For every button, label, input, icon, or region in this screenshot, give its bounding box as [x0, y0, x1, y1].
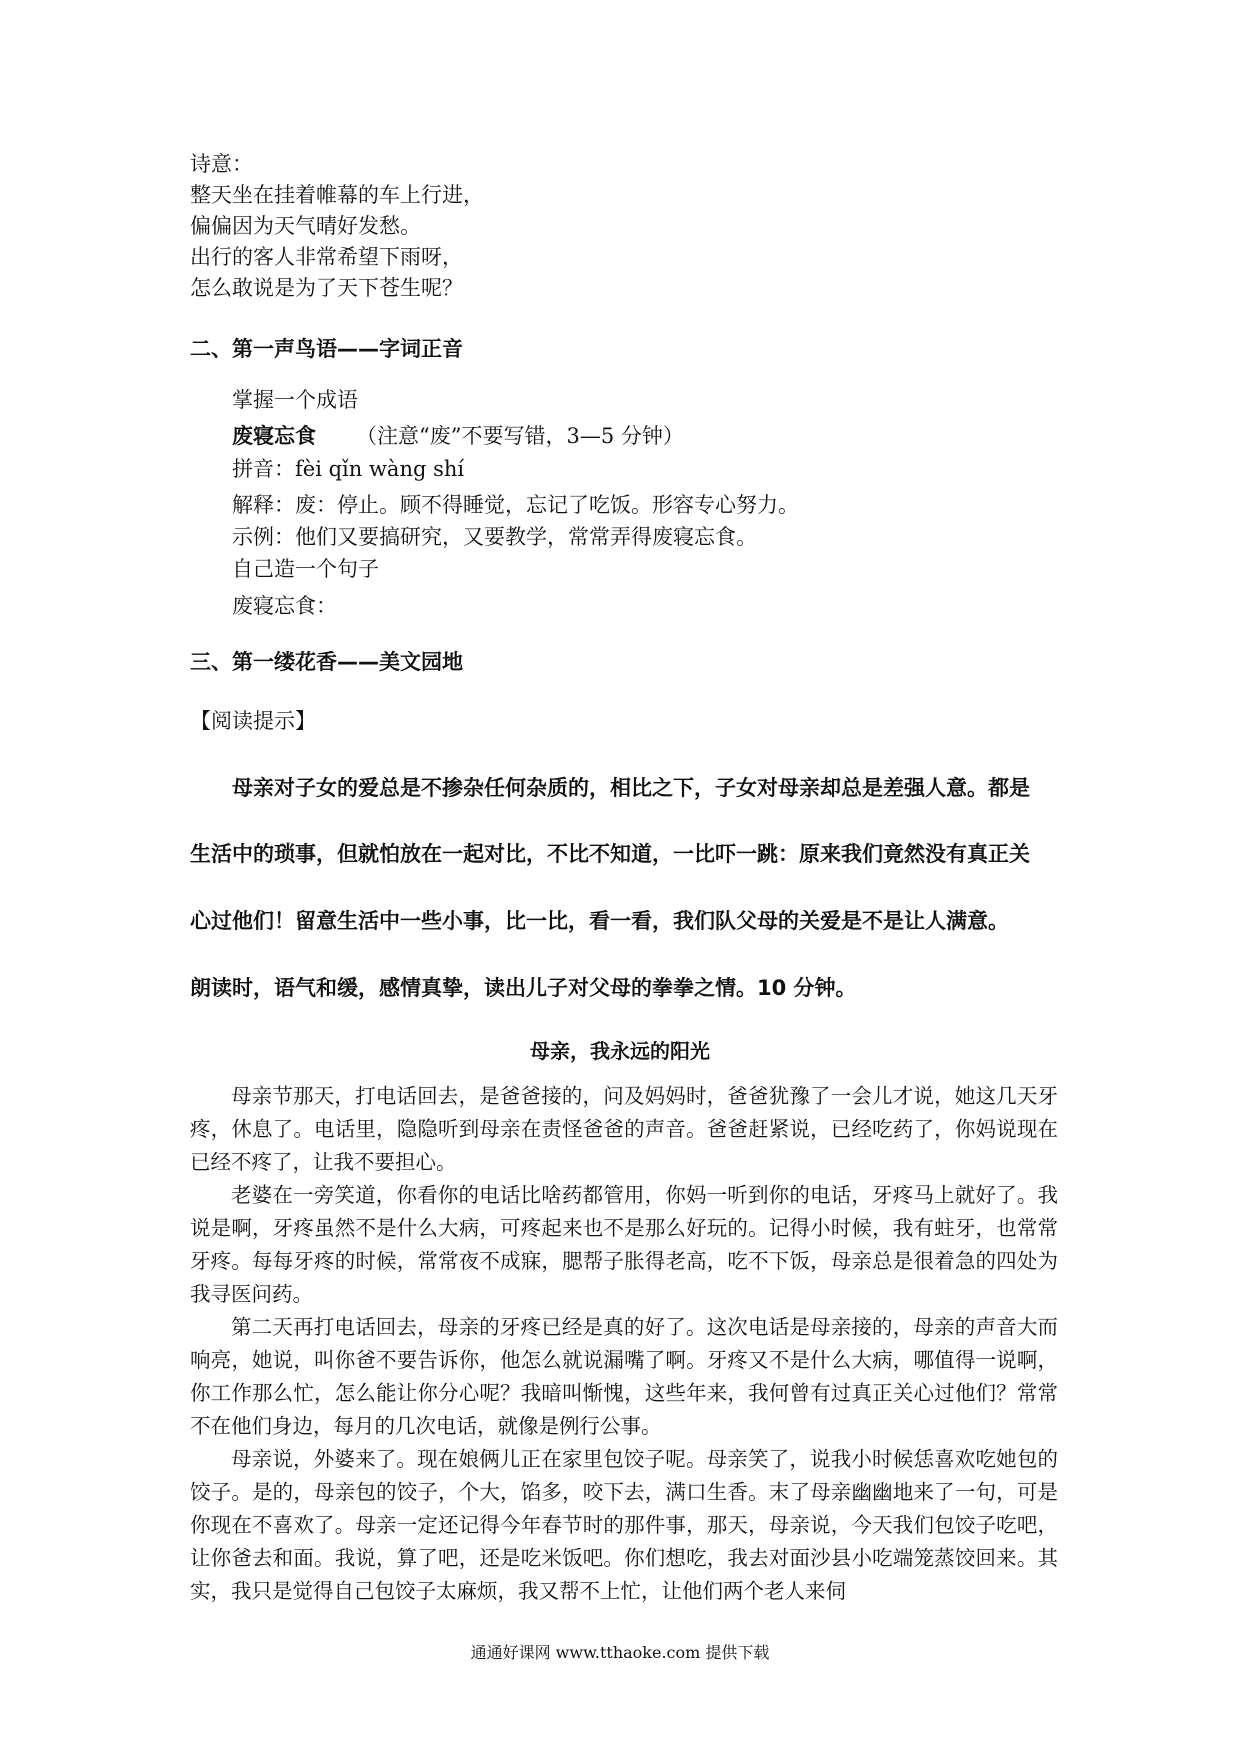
make-sentence-instruction: 自己造一个句子 [232, 557, 379, 581]
poem-meaning-label: 诗意： [190, 152, 253, 176]
idiom-example: 示例：他们又要搞研究，又要教学，常常弄得废寝忘食。 [232, 525, 757, 549]
reading-tip-line: 朗读时，语气和缓，感情真挚，读出儿子对父母的拳拳之情。10 分钟。 [190, 976, 857, 1000]
poem-line: 怎么敢说是为了天下苍生呢？ [190, 276, 463, 300]
article-body [190, 1080, 1058, 1608]
article-paragraph: 母亲说，外婆来了。现在娘俩儿正在家里包饺子呢。母亲笑了，说我小时候恁喜欢吃她包的饺子。是的，母亲包的饺子，个大，馅多，咬下去，满口生香。末了母亲幽幽地来了一句，可是你现在不喜欢了。母亲一定还记得今年春节时的那件事，那天，母亲说，今天我们包饺子吃吧，让你爸去和面。我说，算了吧，还是吃米饭吧。你们想吃，我去对面沙县小吃端笼蒸饺回来。其实，我只是觉得自己包饺子太麻烦，我又帮不上忙，让他们两个老人来伺 [190, 1447, 1058, 1603]
reading-tip-line: 生活中的琐事，但就怕放在一起对比，不比不知道，一比吓一跳：原来我们竟然没有真正关 [190, 842, 1030, 866]
reading-tip-label: 【阅读提示】 [190, 709, 316, 733]
reading-tip-line: 心过他们！留意生活中一些小事，比一比，看一看，我们队父母的关爱是不是让人满意。 [190, 909, 1009, 933]
idiom-intro: 掌握一个成语 [232, 388, 358, 412]
section-heading-3: 三、第一缕花香——美文园地 [190, 650, 463, 674]
idiom-row [232, 422, 684, 450]
article-title: 母亲，我永远的阳光 [530, 1039, 710, 1063]
idiom-pinyin: 拼音：fèi qǐn wàng shí [232, 457, 465, 481]
section-heading-2: 二、第一声鸟语——字词正音 [190, 337, 463, 361]
idiom-note: （注意“废”不要写错，3—5 分钟） [356, 424, 684, 448]
article-paragraph: 老婆在一旁笑道，你看你的电话比啥药都管用，你妈一听到你的电话，牙疼马上就好了。我说是啊，牙疼虽然不是什么大病，可疼起来也不是那么好玩的。记得小时候，我有蛀牙，也常常牙疼。每每牙疼的时候，常常夜不成寐，腮帮子胀得老高，吃不下饭，母亲总是很着急的四处为我寻医问药。 [190, 1183, 1058, 1306]
poem-line: 整天坐在挂着帷幕的车上行进， [190, 183, 484, 207]
article-paragraph: 母亲节那天，打电话回去，是爸爸接的，问及妈妈时，爸爸犹豫了一会儿才说，她这几天牙疼，休息了。电话里，隐隐听到母亲在责怪爸爸的声音。爸爸赶紧说，已经吃药了，你妈说现在已经不疼了，让我不要担心。 [190, 1084, 1058, 1174]
sentence-prompt: 废寝忘食： [232, 594, 337, 618]
poem-line: 出行的客人非常希望下雨呀， [190, 245, 463, 269]
idiom-term: 废寝忘食 [232, 424, 316, 448]
reading-tip-line: 母亲对子女的爱总是不掺杂任何杂质的，相比之下，子女对母亲却总是差强人意。都是 [232, 776, 1030, 800]
idiom-explanation: 解释：废：停止。顾不得睡觉，忘记了吃饭。形容专心努力。 [232, 493, 799, 517]
article-paragraph: 第二天再打电话回去，母亲的牙疼已经是真的好了。这次电话是母亲接的，母亲的声音大而响亮，她说，叫你爸不要告诉你，他怎么就说漏嘴了啊。牙疼又不是什么大病，哪值得一说啊，你工作那么忙，怎么能让你分心呢？我暗叫惭愧，这些年来，我何曾有过真正关心过他们？常常不在他们身边，每月的几次电话，就像是例行公事。 [190, 1315, 1058, 1438]
poem-line: 偏偏因为天气晴好发愁。 [190, 214, 421, 238]
page-footer: 通通好课网 www.tthaoke.com 提供下载 [470, 1643, 770, 1662]
